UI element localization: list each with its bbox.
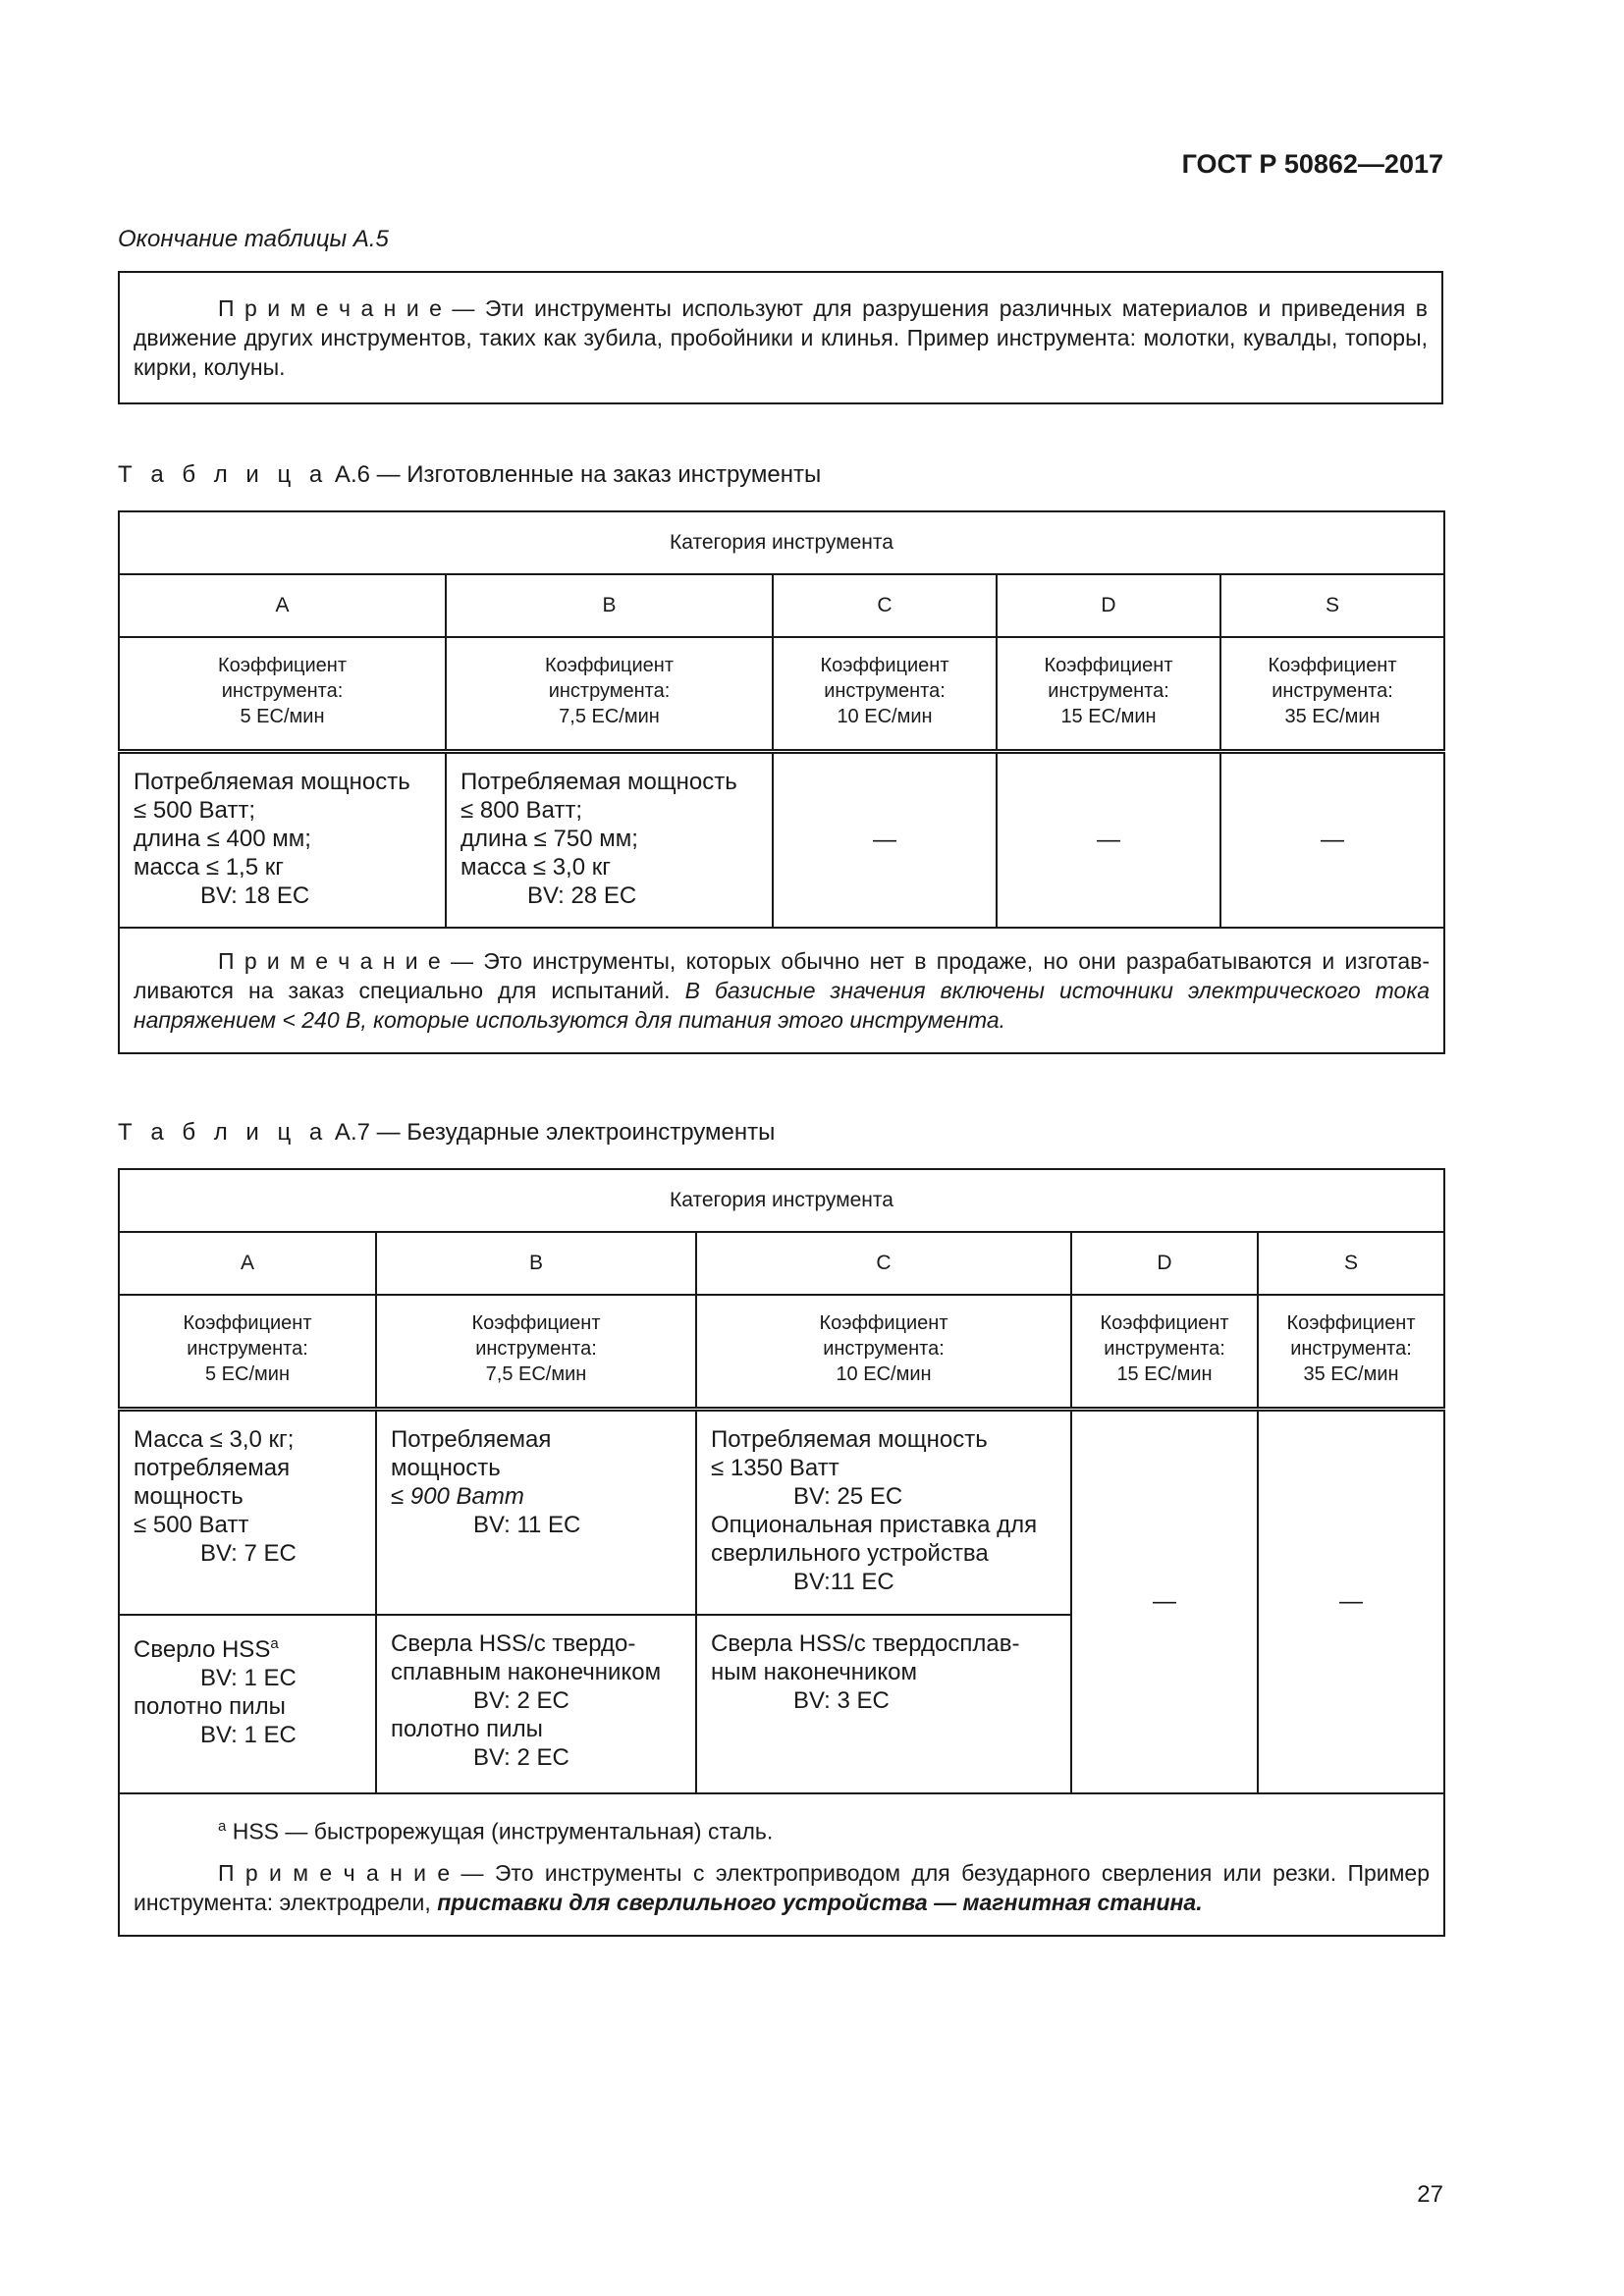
table-a6-col-c: C xyxy=(773,574,997,637)
table-a7-caption xyxy=(118,1119,775,1147)
table-a7-row1-cell-b: Потребляемая мощность ≤ 900 Ватт BV: 11 ЕС xyxy=(376,1409,696,1615)
table-a7 xyxy=(118,1168,1445,1937)
table-a7-row1-cell-a: Масса ≤ 3,0 кг; потребляемая мощность ≤ 500 Ватт BV: 7 ЕС xyxy=(119,1409,376,1615)
table-a6-col-b: B xyxy=(446,574,773,637)
note-text-italic: В базисные значения включены источники электрического тока напряжением < 240 В, которые используются для питания этого инструмента. xyxy=(134,978,1430,1033)
table-a5-note xyxy=(119,272,1442,403)
table-a6-cell-d: — xyxy=(997,751,1220,928)
table-a6-col-d: D xyxy=(997,574,1220,637)
document-id: ГОСТ Р 50862—2017 xyxy=(1181,149,1443,179)
table-a6-cell-c: — xyxy=(773,751,997,928)
table-a7-col-a: A xyxy=(119,1232,376,1295)
table-a6-cell-a: Потребляемая мощность ≤ 500 Ватт; длина ≤ 400 мм; масса ≤ 1,5 кг BV: 18 ЕС xyxy=(119,751,446,928)
table-a6-coef-c: Коэффициент инструмента: 10 ЕС/мин xyxy=(773,637,997,751)
note-text-bold-italic: приставки для сверлильного устройства — магнитная станина. xyxy=(437,1889,1203,1915)
table-a7-caption-text: А.7 — Безударные электроинструменты xyxy=(328,1119,776,1146)
table-a7-col-s: S xyxy=(1258,1232,1444,1295)
table-a5-note-box xyxy=(118,271,1443,404)
note-label: П р и м е ч а н и е xyxy=(218,295,442,321)
table-a7-row2-cell-a: Сверло HSS$^a$ BV: 1 ЕС полотно пилы BV: 1 ЕС xyxy=(119,1615,376,1793)
footnote-marker: a xyxy=(270,1635,279,1652)
page-number: 27 xyxy=(1417,2181,1443,2208)
table-a6-caption xyxy=(118,461,821,489)
table-a7-cell-d: — xyxy=(1071,1409,1258,1793)
table-a6-col-a: A xyxy=(119,574,446,637)
table-a6-col-s: S xyxy=(1220,574,1444,637)
table-a7-coef-a: Коэффициент инструмента: 5 ЕС/мин xyxy=(119,1295,376,1409)
note-text: — Это инструменты с электроприводом для безударного сверления или резки. Пример инструмента: электродрели, xyxy=(134,1859,1431,1915)
note-text: — Это инструменты, которых обычно нет в продаже, но они разрабатываются и изготавливаются на заказ специально для испытаний. xyxy=(134,948,1431,1003)
table-a6-category-header: Категория инструмента xyxy=(119,511,1444,574)
table-a7-row1-cell-c: Потребляемая мощность ≤ 1350 Ватт BV: 25 ЕС Опциональная приставка для сверлильного устройства BV:11 ЕС xyxy=(696,1409,1071,1615)
table-a6-cell-b: Потребляемая мощность ≤ 800 Ватт; длина ≤ 750 мм; масса ≤ 3,0 кг BV: 28 ЕС xyxy=(446,751,773,928)
table-a7-footnote: $^a$ HSS — быстрорежущая (инструментальная) сталь. xyxy=(218,1818,774,1844)
table-a7-coef-b: Коэффициент инструмента: 7,5 ЕС/мин xyxy=(376,1295,696,1409)
table-a7-notes xyxy=(119,1793,1444,1936)
table-a6-coef-a: Коэффициент инструмента: 5 ЕС/мин xyxy=(119,637,446,751)
table-a6-caption-prefix: Т а б л и ц а xyxy=(118,461,329,488)
table-a6 xyxy=(118,510,1445,1054)
table-a6-coef-d: Коэффициент инструмента: 15 ЕС/мин xyxy=(997,637,1220,751)
table-continuation-label: Окончание таблицы А.5 xyxy=(118,226,389,252)
table-a7-col-d: D xyxy=(1071,1232,1258,1295)
table-a6-note xyxy=(119,928,1444,1053)
note-text: — Эти инструменты используют для разрушения различных материалов и приведения в движение других инструментов, таких как зубила, пробойники и клинья. Пример инструмента: молотки, кувалды, топоры, кирки, колуны. xyxy=(134,295,1428,380)
table-a7-coef-d: Коэффициент инструмента: 15 ЕС/мин xyxy=(1071,1295,1258,1409)
table-a7-note xyxy=(134,1858,1430,1917)
note-label: П р и м е ч а н и е xyxy=(218,948,441,974)
table-a7-cell-s: — xyxy=(1258,1409,1444,1793)
table-a6-caption-text: А.6 — Изготовленные на заказ инструменты xyxy=(328,461,822,488)
table-a7-caption-prefix: Т а б л и ц а xyxy=(118,1119,329,1146)
table-a6-cell-s: — xyxy=(1220,751,1444,928)
table-a6-coef-s: Коэффициент инструмента: 35 ЕС/мин xyxy=(1220,637,1444,751)
note-label: П р и м е ч а н и е xyxy=(218,1859,451,1886)
table-a7-row2-cell-c: Сверла HSS/c твердосплав- ным наконечником BV: 3 ЕС xyxy=(696,1615,1071,1793)
table-a7-col-b: B xyxy=(376,1232,696,1295)
table-a7-col-c: C xyxy=(696,1232,1071,1295)
table-a7-row2-cell-b: Сверла HSS/c твердо- сплавным наконечником BV: 2 ЕС полотно пилы BV: 2 ЕС xyxy=(376,1615,696,1793)
table-a7-category-header: Категория инструмента xyxy=(119,1169,1444,1232)
table-a7-coef-s: Коэффициент инструмента: 35 ЕС/мин xyxy=(1258,1295,1444,1409)
table-a6-coef-b: Коэффициент инструмента: 7,5 ЕС/мин xyxy=(446,637,773,751)
table-a7-coef-c: Коэффициент инструмента: 10 ЕС/мин xyxy=(696,1295,1071,1409)
